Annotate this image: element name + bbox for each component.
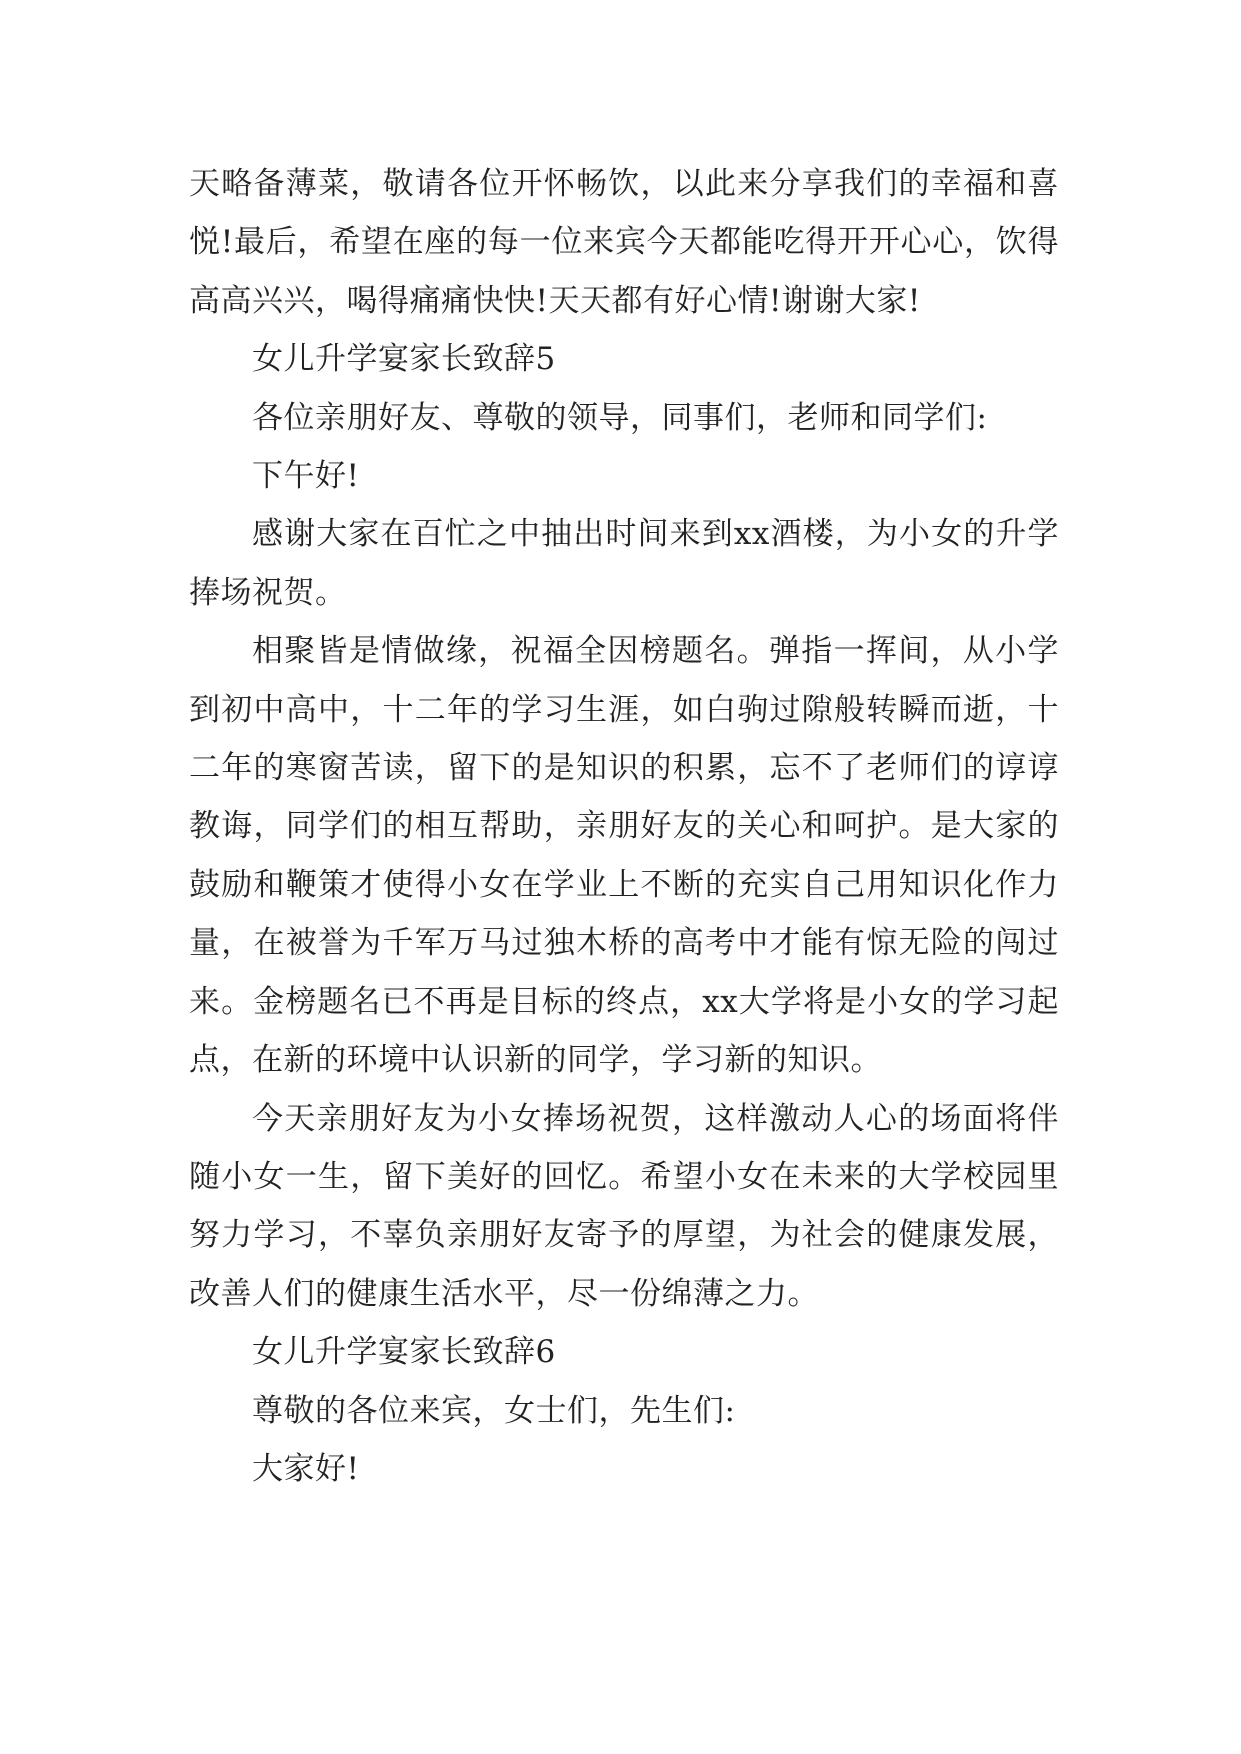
paragraph-school-years: 相聚皆是情做缘，祝福全因榜题名。弹指一挥间，从小学到初中高中，十二年的学习生涯，如白驹过隙般转瞬而逝，十二年的寒窗苦读，留下的是知识的积累，忘不了老师们的谆谆教诲，同学们的相互帮助，亲朋好友的关心和呵护。是大家的鼓励和鞭策才使得小女在学业上不断的充实自己用知识化作力量，在被誉为千军万马过独木桥的高考中才能有惊无险的闯过来。金榜题名已不再是目标的终点，xx大学将是小女的学习起点，在新的环境中认识新的同学，学习新的知识。: [189, 633, 1059, 1079]
paragraph-closing-remarks: 天略备薄菜，敬请各位开怀畅饮，以此来分享我们的幸福和喜悦!最后，希望在座的每一位来宾今天都能吃得开开心心，饮得高高兴兴，喝得痛痛快快!天天都有好心情!谢谢大家!: [189, 166, 1059, 319]
greeting-6: 大家好!: [252, 1450, 360, 1487]
greeting-5: 下午好!: [252, 458, 360, 495]
section-title-5: 女儿升学宴家长致辞5: [252, 341, 556, 378]
salutation-6: 尊敬的各位来宾，女士们，先生们:: [252, 1392, 736, 1429]
section-title-6: 女儿升学宴家长致辞6: [252, 1334, 556, 1371]
salutation-5: 各位亲朋好友、尊敬的领导，同事们，老师和同学们:: [252, 399, 988, 436]
document-body: [189, 155, 1059, 1498]
paragraph-thanks: 感谢大家在百忙之中抽出时间来到xx酒楼，为小女的升学捧场祝贺。: [189, 516, 1059, 611]
paragraph-wishes: 今天亲朋好友为小女捧场祝贺，这样激动人心的场面将伴随小女一生，留下美好的回忆。希望小女在未来的大学校园里努力学习，不辜负亲朋好友寄予的厚望，为社会的健康发展，改善人们的健康生活水平，尽一份绵薄之力。: [189, 1100, 1059, 1312]
